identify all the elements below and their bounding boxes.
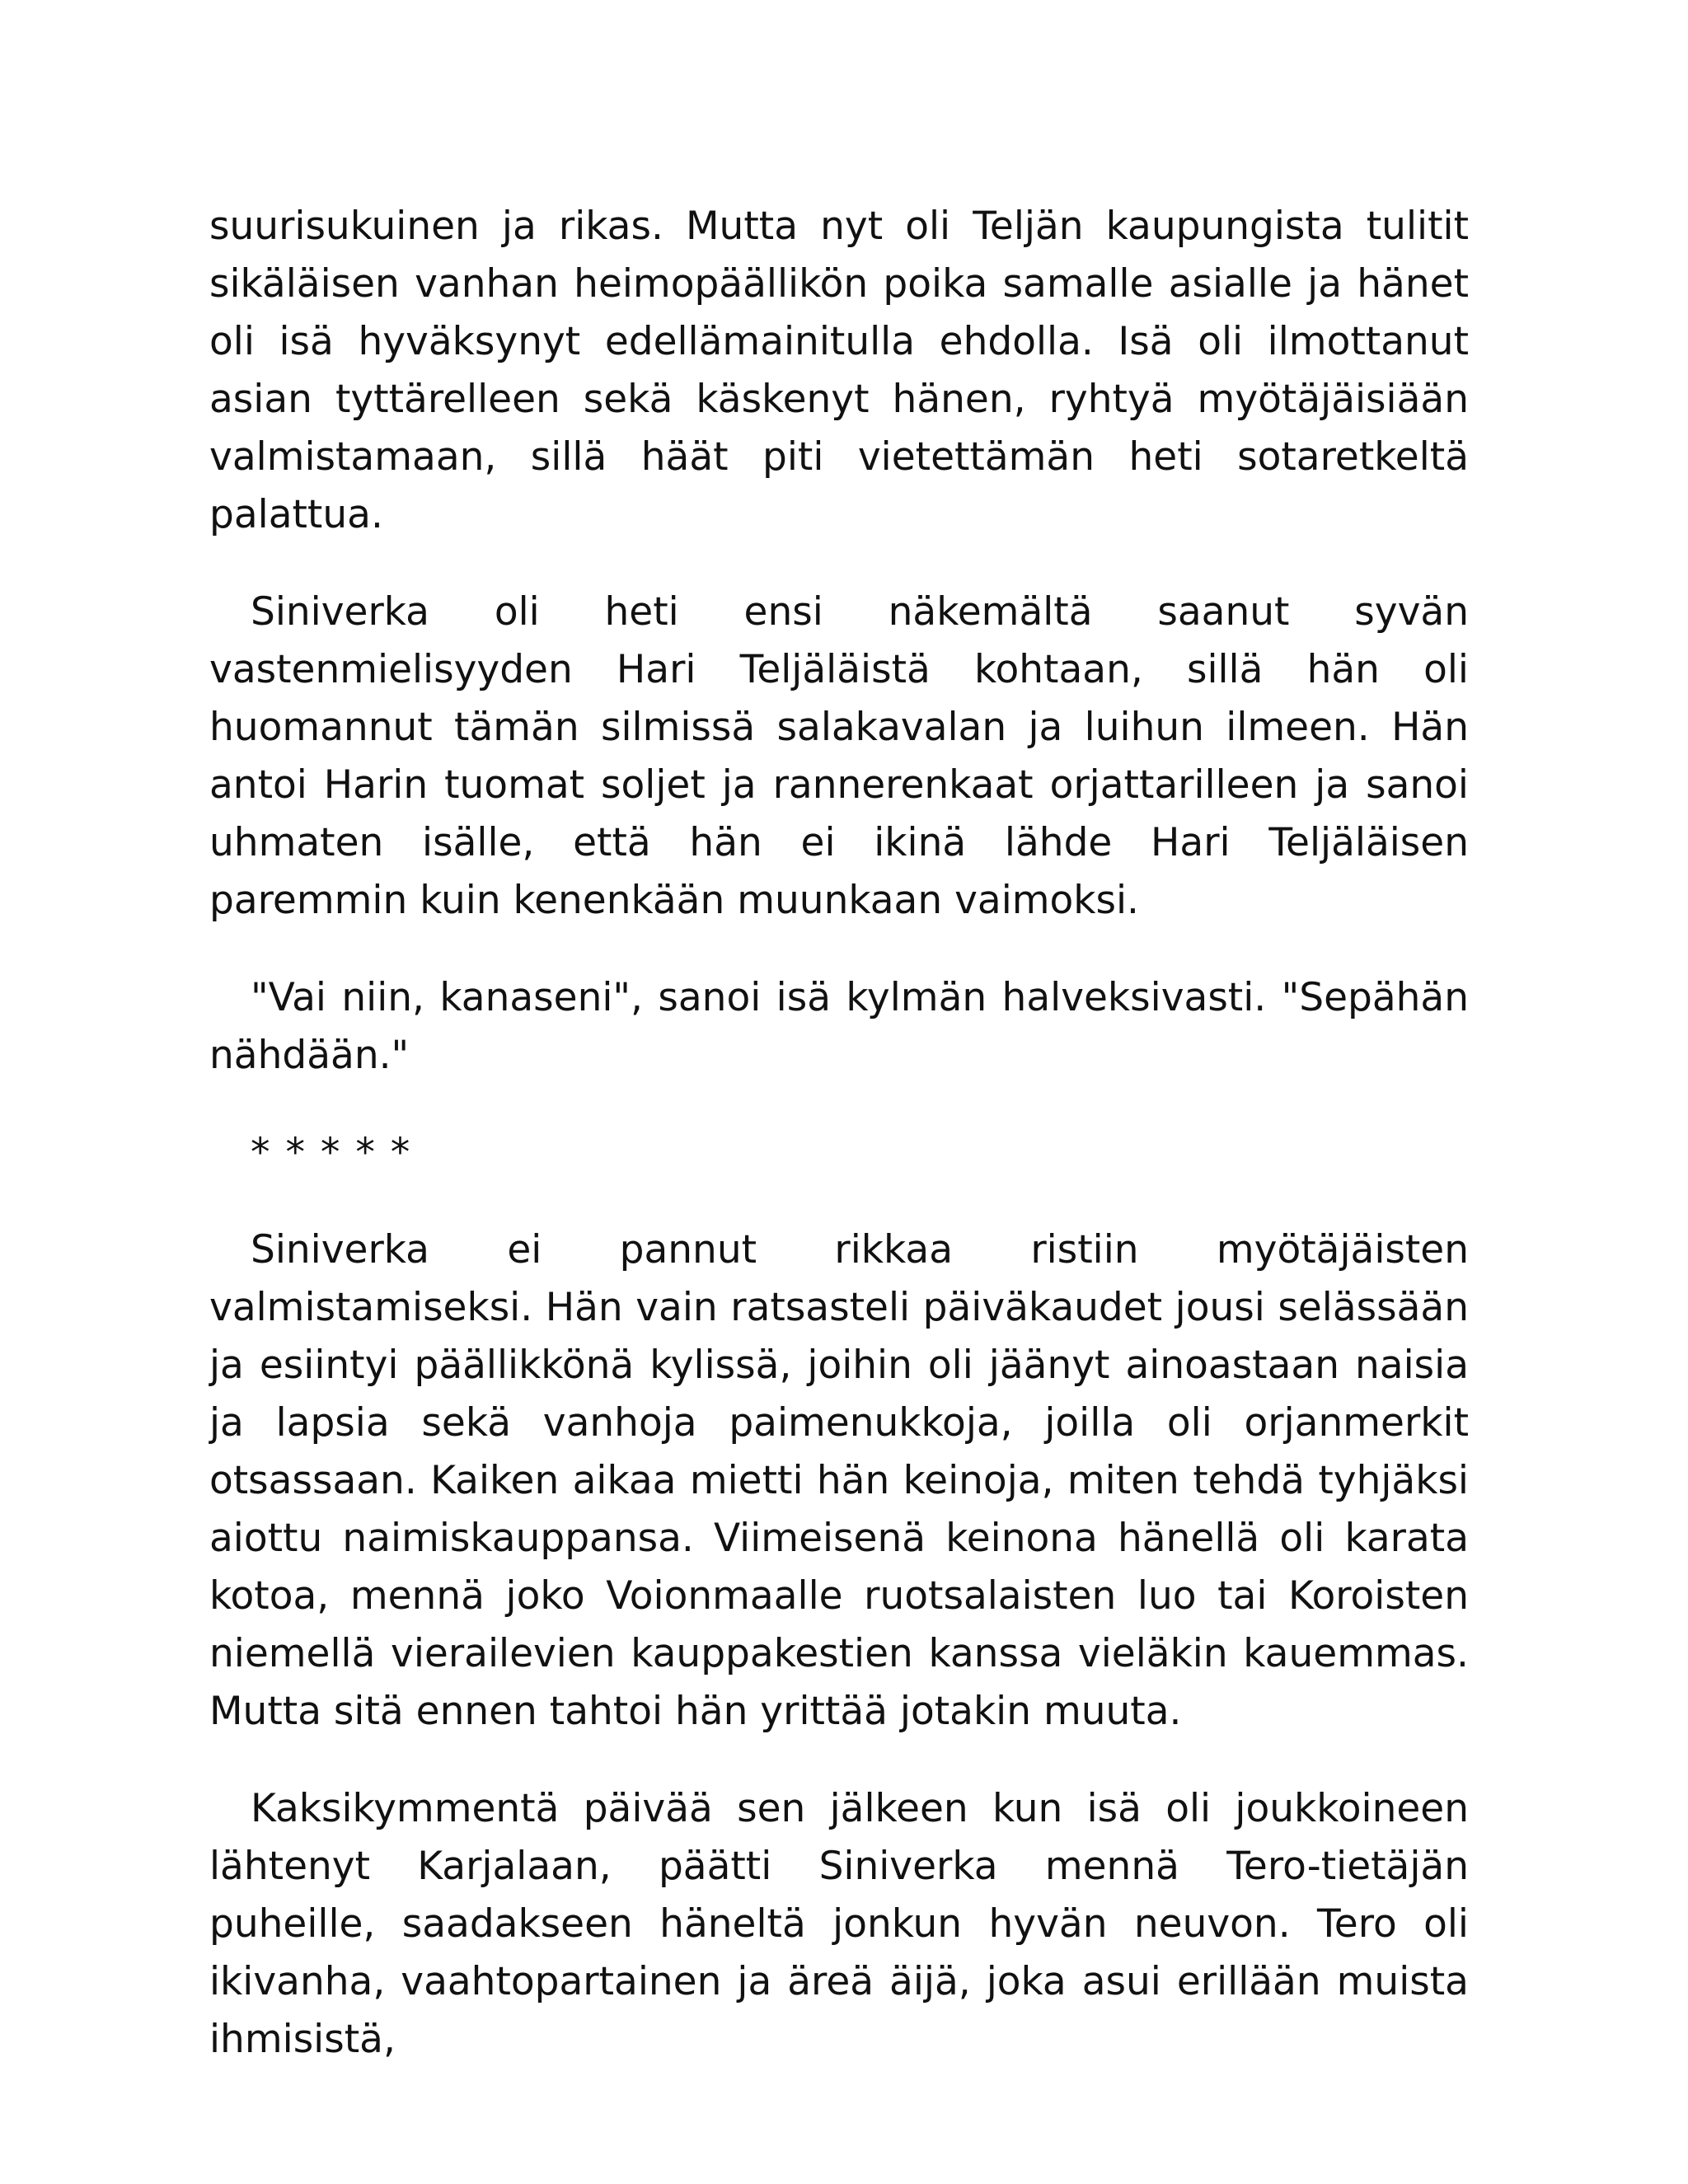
paragraph-4: Siniverka ei pannut rikkaa ristiin myötäjäisten valmistamiseksi. Hän vain ratsasteli päiväkaudet jousi selässään ja esiintyi päällikkönä kylissä, joihin oli jäänyt ainoastaan naisia ja lapsia sekä vanhoja paimenukkoja, joilla oli orjanmerkit otsassaan. Kaiken aikaa mietti hän keinoja, miten tehdä tyhjäksi aiottu naimiskauppansa. Viimeisenä keinona hänellä oli karata kotoa, mennä joko Voionmaalle ruotsalaisten luo tai Koroisten niemellä vierailevien kauppakestien kanssa vieläkin kauemmas. Mutta sitä ennen tahtoi hän yrittää jotakin muuta. [209,1227,1469,1734]
paragraph-3: "Vai niin, kanaseni", sanoi isä kylmän halveksivasti. "Sepähän nähdään." [209,975,1469,1078]
paragraph-5: Kaksikymmentä päivää sen jälkeen kun isä oli joukkoineen lähtenyt Karjalaan, päätti Siniverka mennä Tero-tietäjän puheille, saadakseen häneltä jonkun hyvän neuvon. Tero oli ikivanha, vaahtopartainen ja äreä äijä, joka asui erillään muista ihmisistä, [209,1786,1469,2062]
section-separator: * * * * * [251,1130,412,1175]
paragraph-2: Siniverka oli heti ensi näkemältä saanut syvän vastenmielisyyden Hari Teljäläistä kohtaan, sillä hän oli huomannut tämän silmissä salakavalan ja luihun ilmeen. Hän antoi Harin tuomat soljet ja rannerenkaat orjattarilleen ja sanoi uhmaten isälle, että hän ei ikinä lähde Hari Teljäläisen paremmin kuin kenenkään muunkaan vaimoksi. [209,589,1469,923]
paragraph-1: suurisukuinen ja rikas. Mutta nyt oli Teljän kaupungista tulitit sikäläisen vanhan heimopäällikön poika samalle asialle ja hänet oli isä hyväksynyt edellämainitulla ehdolla. Isä oli ilmottanut asian tyttärelleen sekä käskenyt hänen, ryhtyä myötäjäisiään valmistamaan, sillä häät piti vietettämän heti sotaretkeltä palattua. [209,204,1469,537]
document-page [209,198,1469,2108]
